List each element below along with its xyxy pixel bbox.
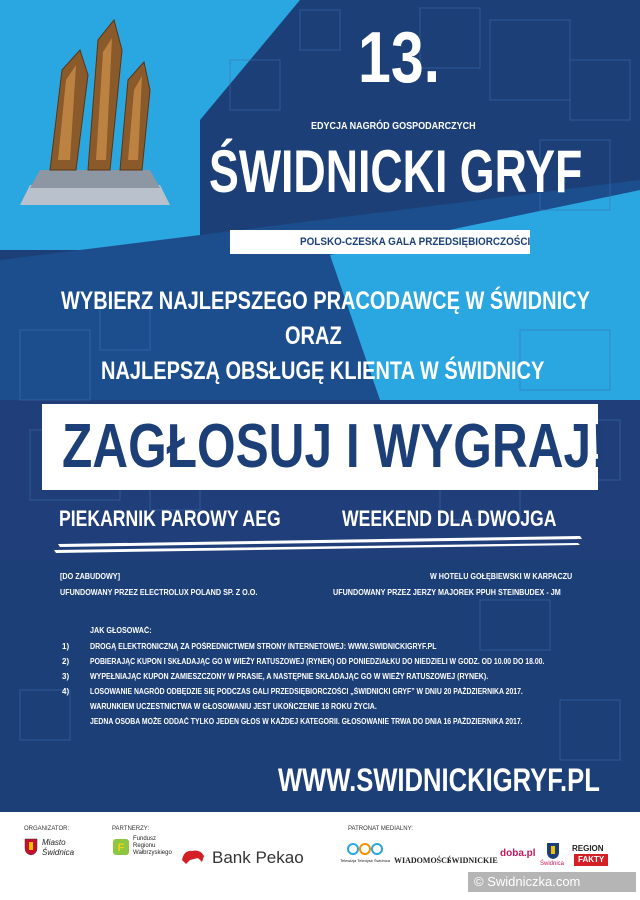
prize-2-note: W HOTELU GOŁĘBIEWSKI W KARPACZU	[430, 572, 573, 581]
organizer-name-2: Świdnica	[42, 848, 75, 857]
fakty-badge	[574, 854, 608, 866]
media-label: PATRONAT MEDIALNY:	[348, 826, 413, 832]
prize-2-funder: UFUNDOWANY PRZEZ JERZY MAJOREK PPUH STEINBUDEX - JM	[333, 588, 561, 597]
prize-1-funder: UFUNDOWANY PRZEZ ELECTROLUX POLAND SP. Z O.O.	[60, 588, 258, 597]
media-doba: doba.pl	[500, 848, 536, 859]
partner-name-3: Wałbrzyskiego	[133, 850, 172, 856]
howto-step-2-num: 2)	[62, 657, 70, 666]
trophy-image	[10, 10, 190, 210]
edition-number: 13.	[358, 18, 441, 98]
watermark-badge	[468, 872, 636, 892]
headline-line-2: ORAZ	[285, 322, 342, 350]
main-title: ŚWIDNICKI GRYF	[209, 138, 583, 205]
prize-1-note: [DO ZABUDOWY]	[60, 572, 120, 581]
media-swidnickie: ŚWIDNICKIE	[447, 856, 498, 865]
media-tv-name: Telewizja Teledysk Świdnica	[340, 858, 390, 863]
prize-1-name: PIEKARNIK PAROWY AEG	[59, 506, 281, 531]
city-crest-icon	[24, 838, 38, 856]
organizer-label: ORGANIZATOR:	[24, 826, 70, 832]
howto-heading: JAK GŁOSOWAĆ:	[90, 626, 152, 635]
gala-subtitle: POLSKO-CZESKA GALA PRZEDSIĘBIORCZOŚCI	[300, 236, 531, 248]
howto-extra-2: JEDNA OSOBA MOŻE ODDAĆ TYLKO JEDEN GŁOS W KAŻDEJ KATEGORII. GŁOSOWANIE TRWA DO DNIA 16 PAŹDZIERNIKA 2017.	[90, 717, 523, 726]
edition-subtitle: EDYCJA NAGRÓD GOSPODARCZYCH	[311, 121, 476, 132]
media-region: REGION	[572, 844, 604, 853]
website-link[interactable]: WWW.SWIDNICKIGRYF.PL	[278, 762, 600, 798]
cta-box	[42, 404, 608, 490]
bank-name: Bank Pekao	[212, 848, 304, 867]
cta-text: ZAGŁOSUJ I WYGRAJ!	[62, 412, 608, 481]
bank-pekao-bison-icon	[180, 846, 206, 866]
organizer-name-1: Miasto	[42, 838, 66, 847]
howto-step-3-text: WYPEŁNIAJĄC KUPON ZAMIESZCZONY W PRASIE, A NASTĘPNIE SKŁADAJĄC GO W WIEŻY RATUSZOWEJ (RYNEK).	[90, 672, 489, 681]
partner-name-2: Regionu	[133, 843, 156, 849]
svg-text:F: F	[117, 842, 125, 854]
tv-logo-icon	[346, 842, 384, 856]
media-fakty: FAKTY	[578, 855, 605, 864]
sponsors-footer	[0, 812, 640, 900]
headline-line-1: WYBIERZ NAJLEPSZEGO PRACODAWCĘ W ŚWIDNICY	[61, 287, 590, 315]
howto-step-4-text: LOSOWANIE NAGRÓD ODBĘDZIE SIĘ PODCZAS GALI PRZEDSIĘBIORCZOŚCI „ŚWIDNICKI GRYF” W DNIU 20 PAŹDZIERNIKA 2017.	[90, 687, 523, 696]
media-swidnica: Świdnica	[540, 861, 565, 867]
headline-line-3: NAJLEPSZĄ OBSŁUGĘ KLIENTA W ŚWIDNICY	[101, 357, 545, 385]
howto-step-1-num: 1)	[62, 642, 70, 651]
howto-step-4-num: 4)	[62, 687, 70, 696]
partners-label: PARTNERZY:	[112, 826, 150, 832]
divider-stripe	[50, 534, 590, 556]
swidnica-crest-icon	[546, 842, 560, 860]
fund-logo-icon	[112, 838, 130, 856]
media-wiadomosci: WIADOMOŚCI	[394, 856, 451, 865]
howto-step-1-text: DROGĄ ELEKTRONICZNĄ ZA POŚREDNICTWEM STRONY INTERNETOWEJ: WWW.SWIDNICKIGRYF.PL	[90, 642, 437, 651]
howto-step-3-num: 3)	[62, 672, 70, 681]
howto-extra-1: WARUNKIEM UCZESTNICTWA W GŁOSOWANIU JEST UKOŃCZENIE 18 ROKU ŻYCIA.	[90, 702, 377, 711]
partner-name-1: Fundusz	[133, 836, 157, 842]
howto-step-2-text: POBIERAJĄC KUPON I SKŁADAJĄC GO W WIEŻY RATUSZOWEJ (RYNEK) OD PONIEDZIAŁKU DO NIEDZIELI W GODZ. OD 10.00 DO 18.00.	[90, 657, 545, 666]
prize-2-name: WEEKEND DLA DWOJGA	[342, 506, 557, 531]
watermark-text: © Swidniczka.com	[474, 874, 581, 889]
